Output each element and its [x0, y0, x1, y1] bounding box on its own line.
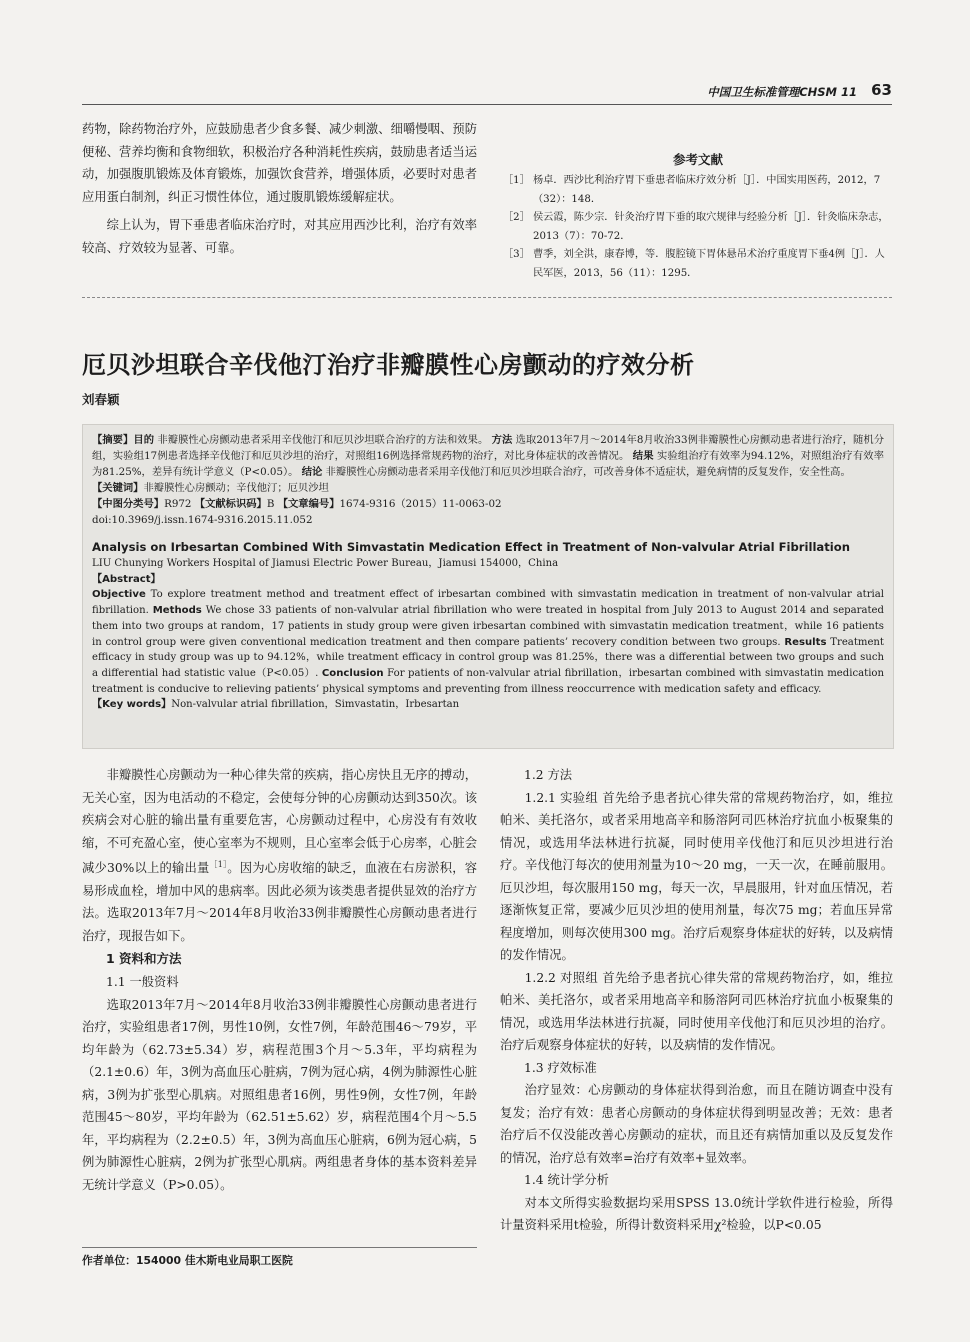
english-title: Analysis on Irbesartan Combined With Simvastatin Medication Effect in Treatment of Non-valvular Atrial Fibrillation	[92, 540, 850, 554]
statistics-paragraph: 对本文所得实验数据均采用SPSS 13.0统计学软件进行检验，所得计量资料采用t检验，所得计数资料采用χ²检验，以P<0.05	[500, 1195, 893, 1232]
conclusion-text: 非瓣膜性心房颤动患者采用辛伐他汀和厄贝沙坦联合治疗，可改善身体不适症状，避免病情的反复发作，安全性高。	[325, 466, 851, 478]
abstract-cn	[92, 432, 884, 480]
abstract-en-label: 【Abstract】	[92, 573, 161, 585]
body-right-column	[500, 764, 893, 1237]
abstract-en	[92, 587, 884, 697]
methods-en-label: Methods	[152, 605, 202, 617]
results-label: 结果	[632, 450, 654, 462]
header-rule	[82, 104, 892, 105]
intro-text: 非瓣膜性心房颤动为一种心律失常的疾病，指心房快且无序的搏动，无关心室，因为电活动的不稳定，会使每分钟的心房颤动达到350次。该疾病会对心脏的输出量有重要危害，心房颤动过程中，心房没有有效收缩，不可充盈心室，使心室率为不规则，且心室率会低于心房率，心脏会减少30%以上的输出量	[82, 768, 477, 876]
subsection-heading: 1.2 方法	[524, 768, 573, 782]
continuation-paragraph: 药物，除药物治疗外，应鼓励患者少食多餐、减少刺激、细嚼慢咽、预防便秘、营养均衡和食物细软，积极治疗各种消耗性疾病，鼓励患者适当运动，加强腹肌锻炼及体育锻炼，加强饮食营养，增强体质，必要时对患者应用蛋白制剂，纠正习惯性体位，通过腹肌锻炼缓解症状。	[82, 122, 477, 204]
reference-number: ［2］	[503, 212, 530, 223]
journal-header: 中国卫生标准管理CHSM 11	[707, 85, 857, 99]
reference-item	[503, 209, 893, 246]
reference-number: ［3］	[503, 249, 530, 260]
results-en-label: Results	[784, 636, 827, 648]
intro-paragraph	[82, 764, 477, 947]
reference-item	[503, 172, 893, 209]
artno-label: 【文章编号】	[277, 498, 340, 510]
reference-text: 曹季，刘全洪，康春博，等．腹腔镜下胃体悬吊术治疗重度胃下垂4例［J］．人民军医，2013，56（11）：1295．	[533, 249, 885, 279]
author-affiliation-footnote: 作者单位：154000 佳木斯电业局职工医院	[82, 1254, 293, 1267]
artno-value: 1674-9316（2015）11-0063-02	[339, 498, 502, 510]
methods-label: 方法	[491, 434, 513, 446]
article-title: 厄贝沙坦联合辛伐他汀治疗非瓣膜性心房颤动的疗效分析	[82, 351, 695, 379]
abstract-box	[82, 424, 894, 749]
section-divider	[82, 297, 892, 298]
page-number: 63	[871, 81, 892, 99]
article-author: 刘春颖	[82, 392, 120, 407]
control-group-paragraph: 1.2.2 对照组 首先给予患者抗心律失常的常规药物治疗，如，维拉帕米、美托洛尔，或者采用地高辛和肠溶阿司匹林治疗抗血小板聚集的情况，或选用华法林进行抗凝，同时使用辛伐他汀和厄贝沙坦的治疗。治疗后观察身体症状的好转，以及病情的发作情况。	[500, 970, 893, 1052]
intro-text-cont: 。因为心房收缩的缺乏，血液在右房淤积，容易形成血栓，增加中风的患病率。因此必须为该类患者提供显效的治疗方法。选取2013年7月～2014年8月收治33例非瓣膜性心房颤动患者进行治疗，现报告如下。	[82, 861, 477, 943]
clc-value: R972	[164, 498, 192, 510]
keywords-text: 非瓣膜性心房颤动；辛伐他汀；厄贝沙坦	[143, 482, 329, 494]
doccode-value: B	[266, 498, 275, 510]
previous-article-text	[82, 118, 477, 259]
conclusion-en-label: Conclusion	[321, 667, 384, 679]
abstract-label: 【摘要】	[92, 434, 134, 446]
doccode-label: 【文献标识码】	[194, 498, 267, 510]
conclusion-en-text: For patients of non-valvular atrial fibrillation，irbesartan combined with simvastatin medication treatment is conducive to relieving patients’ physical symptoms and preventing from illness reoccurrence with medication safety and efficacy.	[92, 667, 884, 695]
objective-en-label: Objective	[92, 589, 146, 601]
doi-line: doi:10.3969/j.issn.1674-9316.2015.11.052	[92, 514, 313, 526]
english-abstract-label	[92, 572, 884, 588]
keywords-en-label: 【Key words】	[92, 699, 172, 711]
reference-number: ［1］	[503, 175, 530, 186]
methods-text: 选取2013年7月～2014年8月收治33例非瓣膜性心房颤动患者进行治疗，随机分组，实验组17例患者选择辛伐他汀和厄贝沙坦的治疗，对照组16例选择常规药物的治疗，对比身体症状的改善情况。	[92, 434, 885, 462]
classification-line	[92, 496, 884, 512]
reference-text: 杨卓．西沙比利治疗胃下垂患者临床疗效分析［J］．中国实用医药，2012，7（32）：148．	[533, 175, 881, 205]
body-left-column	[82, 764, 477, 1196]
references-title: 参考文献	[672, 152, 723, 167]
results-en-text: Treatment efficacy in study group was up to 94.12%，while treatment efficacy in control group was 81.25%，there was a differential between two groups and such a differential had statistic value（P<0.05）.	[92, 636, 884, 679]
criteria-paragraph: 治疗显效：心房颤动的身体症状得到治愈，而且在随访调查中没有复发；治疗有效：患者心房颤动的身体症状得到明显改善；无效：患者治疗后不仅没能改善心房颤动的症状，而且还有病情加重以及反复发作的情况，治疗总有效率=治疗有效率+显效率。	[500, 1083, 893, 1165]
study-group-paragraph: 1.2.1 实验组 首先给予患者抗心律失常的常规药物治疗，如，维拉帕米、美托洛尔，或者采用地高辛和肠溶阿司匹林治疗抗血小板聚集的情况，或选用华法林进行抗凝，同时使用辛伐他汀和厄贝沙坦进行治疗。辛伐他汀每次的使用剂量为10～20 mg，一天一次，在睡前服用。厄贝沙坦，每次服用150 mg，每天一次，早晨服用，针对血压情况，若逐渐恢复正常，要减少厄贝沙坦的使用剂量，每次75 mg；若血压异常程度增加，则每次使用300 mg。治疗后观察身体症状的好转，以及病情的发作情况。	[500, 790, 893, 962]
subsection-heading: 1.4 统计学分析	[524, 1173, 609, 1187]
conclusion-label: 结论	[301, 466, 323, 478]
keywords-cn	[92, 480, 884, 496]
objective-text: 非瓣膜性心房颤动患者采用辛伐他汀和厄贝沙坦联合治疗的方法和效果。	[157, 434, 489, 446]
objective-en-text: To explore treatment method and treatment effect of irbesartan combined with simvastatin medication in treatment of non-valvular atrial fibrillation.	[92, 589, 884, 617]
summary-paragraph: 综上认为，胃下垂患者临床治疗时，对其应用西沙比利，治疗有效率较高、疗效较为显著、可靠。	[82, 218, 477, 255]
references-list	[503, 172, 893, 283]
general-data-paragraph: 选取2013年7月～2014年8月收治33例非瓣膜性心房颤动患者进行治疗，实验组患者17例，男性10例，女性7例，年龄范围46～79岁，平均年龄为（62.73±5.34）岁，病程范围3个月～5.3年，平均病程为（2.1±0.6）年，3例为高血压心脏病，7例为冠心病，4例为肺源性心脏病，3例为扩张型心肌病。对照组患者16例，男性9例，女性7例，年龄范围45～80岁，平均年龄为（62.51±5.62）岁，病程范围4个月～5.5年，平均病程为（2.2±0.5）年，3例为高血压心脏病，6例为冠心病，5例为肺源性心脏病，2例为扩张型心肌病。两组患者身体的基本资料差异无统计学意义（P>0.05）。	[82, 997, 477, 1192]
methods-en-text: We chose 33 patients of non-valvular atrial fibrillation who were treated in hospital from July 2013 to August 2014 and separated them into two groups at random，17 patients in study group were given irbesartan combined with simvastatin medication treatment，while 16 patients in control group were given conventional medication treatment and then compare patients’ recovery condition between two groups.	[92, 605, 884, 648]
clc-label: 【中图分类号】	[92, 498, 165, 510]
keywords-en	[92, 697, 884, 713]
keywords-label: 【关键词】	[92, 482, 144, 494]
citation-marker: ［1］	[209, 860, 228, 869]
english-author-line: LIU Chunying Workers Hospital of Jiamusi Electric Power Bureau，Jiamusi 154000，China	[92, 558, 559, 569]
subsection-heading: 1.3 疗效标准	[524, 1060, 597, 1075]
reference-item	[503, 246, 893, 283]
section-heading: 1 资料和方法	[106, 951, 182, 967]
keywords-en-text: Non-valvular atrial fibrillation，Simvastatin，Irbesartan	[171, 699, 460, 711]
reference-text: 侯云霞，陈少宗．针灸治疗胃下垂的取穴规律与经验分析［J］．针灸临床杂志，2013（7）：70-72．	[533, 212, 889, 242]
results-text: 实验组治疗有效率为94.12%，对照组治疗有效率为81.25%，差异有统计学意义（P<0.05）。	[92, 450, 884, 478]
footnote-rule	[82, 1247, 477, 1248]
objective-label: 目的	[133, 434, 155, 446]
subsection-heading: 1.1 一般资料	[106, 975, 179, 990]
